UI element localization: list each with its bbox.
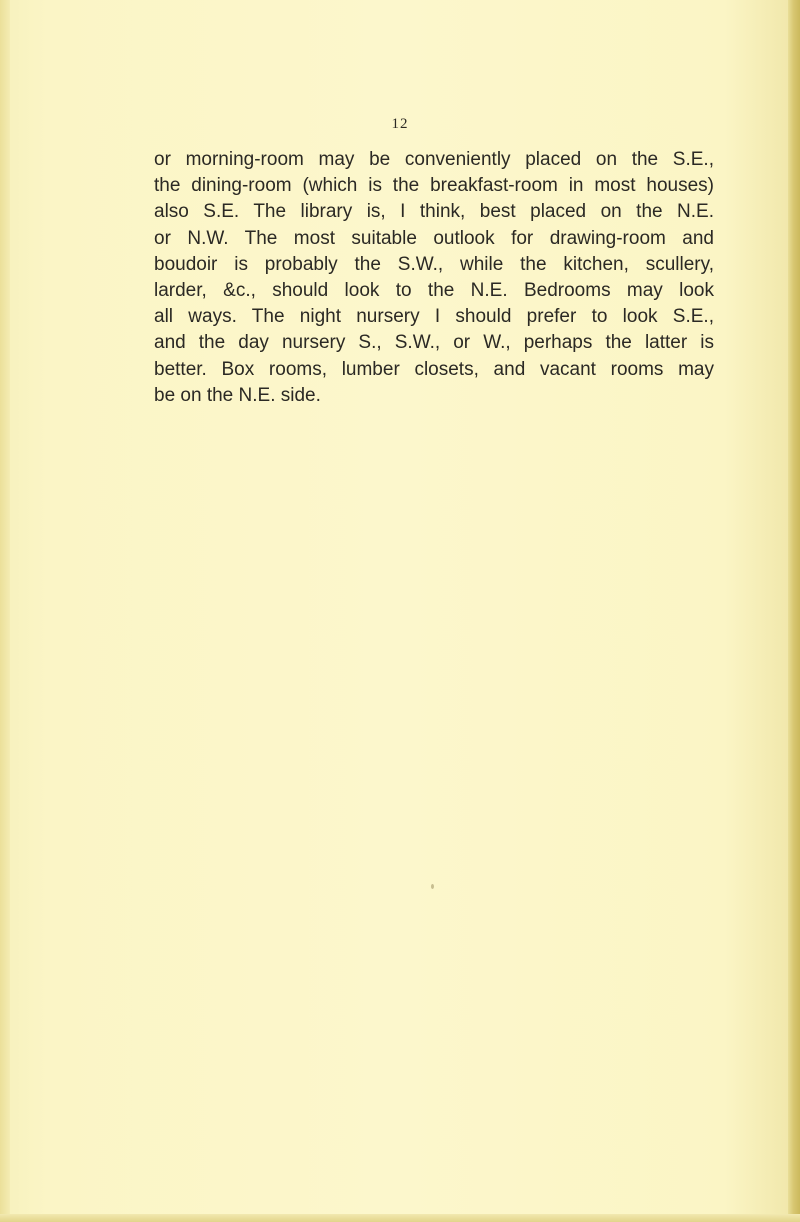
text-line: boudoir is probably the S.W., while the kitchen, scullery, xyxy=(154,253,714,275)
text-line: or N.W. The most suitable outlook for drawing-room and xyxy=(154,227,714,249)
text-line: also S.E. The library is, I think, best placed on the N.E. xyxy=(154,201,714,223)
text-line: larder, &c., should look to the N.E. Bedrooms may look xyxy=(154,280,714,302)
text-line: and the day nursery S., S.W., or W., perhaps the latter is xyxy=(154,332,714,354)
text-line: the dining-room (which is the breakfast-room in most houses) xyxy=(154,175,714,197)
text-line: better. Box rooms, lumber closets, and vacant rooms may xyxy=(154,358,714,380)
text-line: all ways. The night nursery I should prefer to look S.E., xyxy=(154,306,714,328)
page-bottom-edge xyxy=(0,1214,800,1222)
paper-speck xyxy=(431,884,434,889)
text-line: be on the N.E. side. xyxy=(154,384,321,406)
text-line: or morning-room may be conveniently placed on the S.E., xyxy=(154,149,714,170)
page-left-edge xyxy=(0,0,10,1222)
page-right-edge xyxy=(788,0,800,1222)
page-number: 12 xyxy=(391,116,409,132)
body-text xyxy=(154,147,714,409)
